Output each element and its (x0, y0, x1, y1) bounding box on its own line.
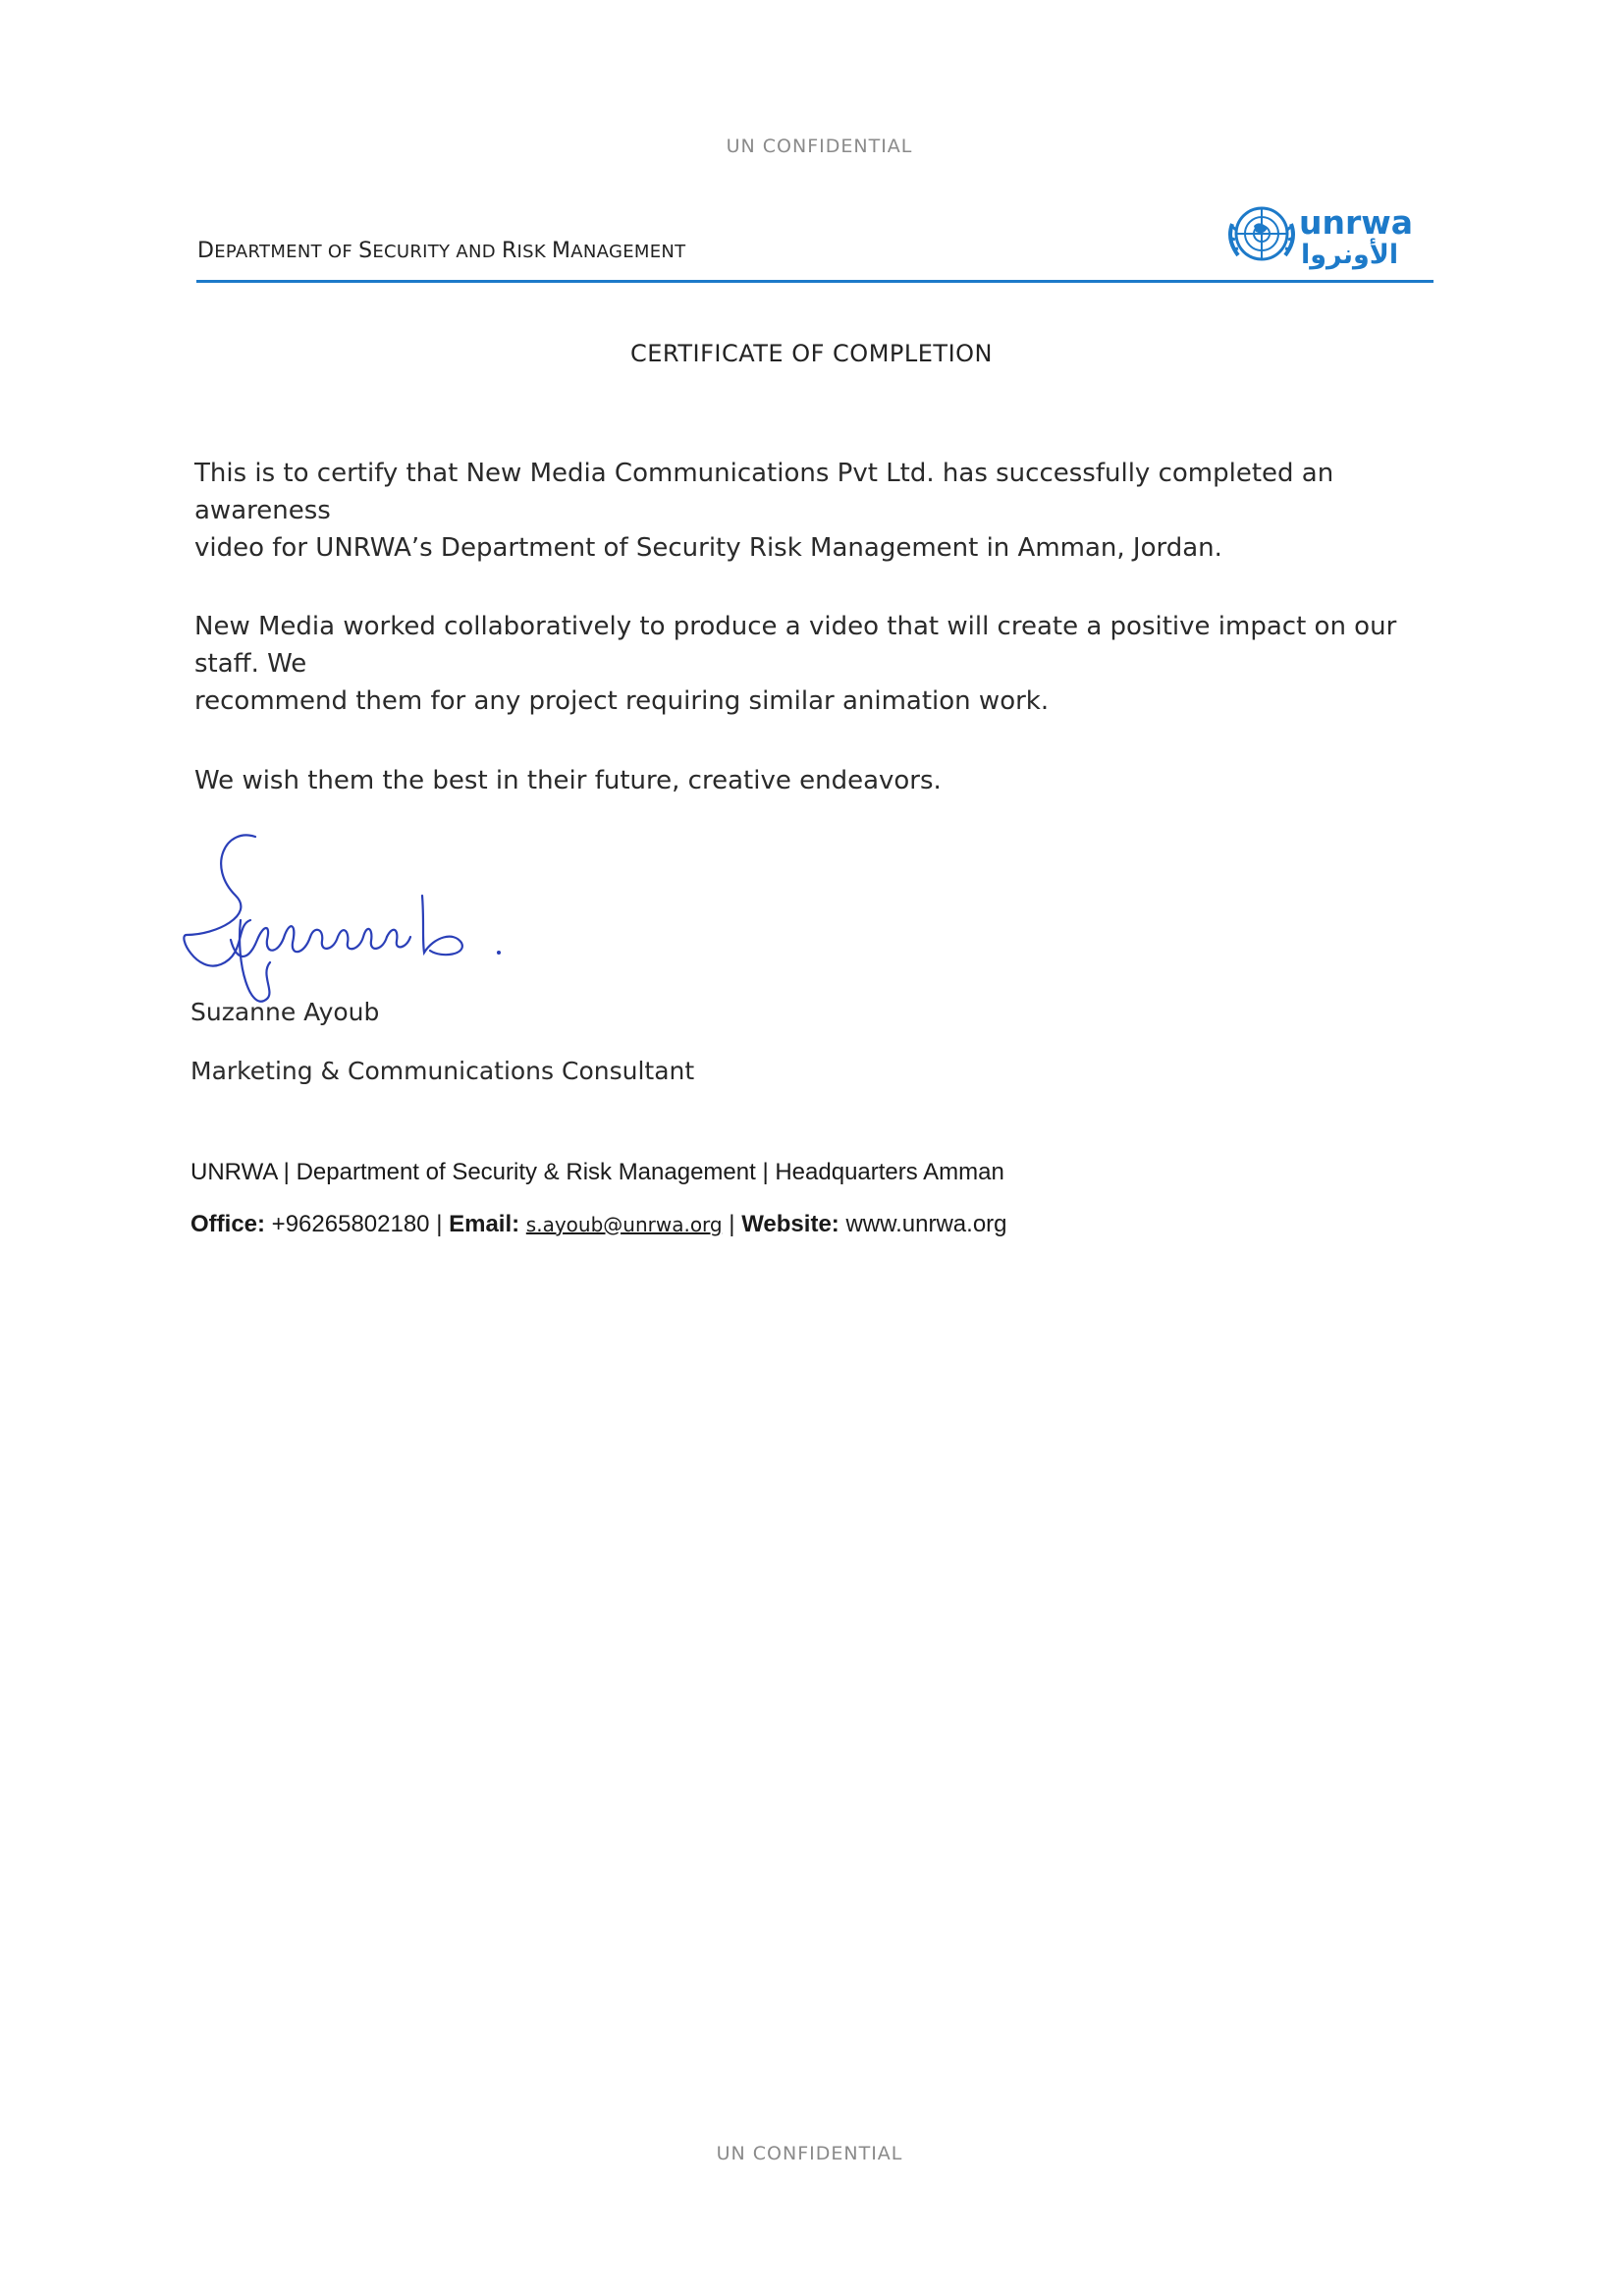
closing-paragraph: We wish them the best in their future, creative endeavors. (194, 766, 942, 795)
dept-initial-d: D (197, 239, 215, 263)
handwritten-signature (177, 827, 530, 1013)
confidential-marking-top: UN CONFIDENTIAL (726, 136, 913, 157)
dept-text-3: ISK (516, 242, 552, 262)
certificate-title: CERTIFICATE OF COMPLETION (629, 340, 993, 367)
contact-details (190, 1211, 1007, 1238)
logo-wordmark: unrwa (1299, 203, 1414, 242)
dept-text-1: EPARTMENT OF (214, 242, 359, 262)
un-emblem-icon (1229, 208, 1294, 259)
confidential-marking-bottom: UN CONFIDENTIAL (716, 2143, 903, 2164)
dept-initial-s: S (358, 239, 373, 263)
contact-separator: | (722, 1211, 742, 1237)
dept-text-4: ANAGEMENT (570, 242, 686, 262)
dept-initial-m: M (552, 239, 571, 263)
unrwa-logo (1224, 196, 1440, 271)
certification-paragraph (194, 455, 1441, 567)
logo-arabic-wordmark: الأونروا (1301, 240, 1399, 270)
office-phone: +96265802180 | (265, 1211, 450, 1237)
dept-initial-r: R (501, 239, 517, 263)
department-heading (197, 239, 685, 263)
signatory-name: Suzanne Ayoub (190, 998, 380, 1026)
website-link[interactable]: www.unrwa.org (839, 1211, 1007, 1237)
organization-line: UNRWA | Department of Security & Risk Management | Headquarters Amman (190, 1159, 1004, 1185)
paragraph2-line1: New Media worked collaboratively to produce a video that will create a positive impact on our staff. We (194, 612, 1397, 679)
website-label: Website: (741, 1211, 839, 1237)
signatory-role: Marketing & Communications Consultant (190, 1057, 695, 1085)
recommendation-paragraph (194, 608, 1441, 720)
office-label: Office: (190, 1211, 266, 1237)
dept-text-2: ECURITY AND (372, 242, 502, 262)
paragraph2-line2: recommend them for any project requiring similar animation work. (194, 686, 1050, 716)
paragraph1-line1: This is to certify that New Media Communications Pvt Ltd. has successfully completed an awareness (194, 459, 1334, 525)
email-link[interactable]: s.ayoub@unrwa.org (525, 1213, 723, 1236)
email-label: Email: (449, 1211, 520, 1237)
paragraph1-line2: video for UNRWA’s Department of Security Risk Management in Amman, Jordan. (194, 533, 1222, 563)
header-divider (196, 280, 1434, 283)
